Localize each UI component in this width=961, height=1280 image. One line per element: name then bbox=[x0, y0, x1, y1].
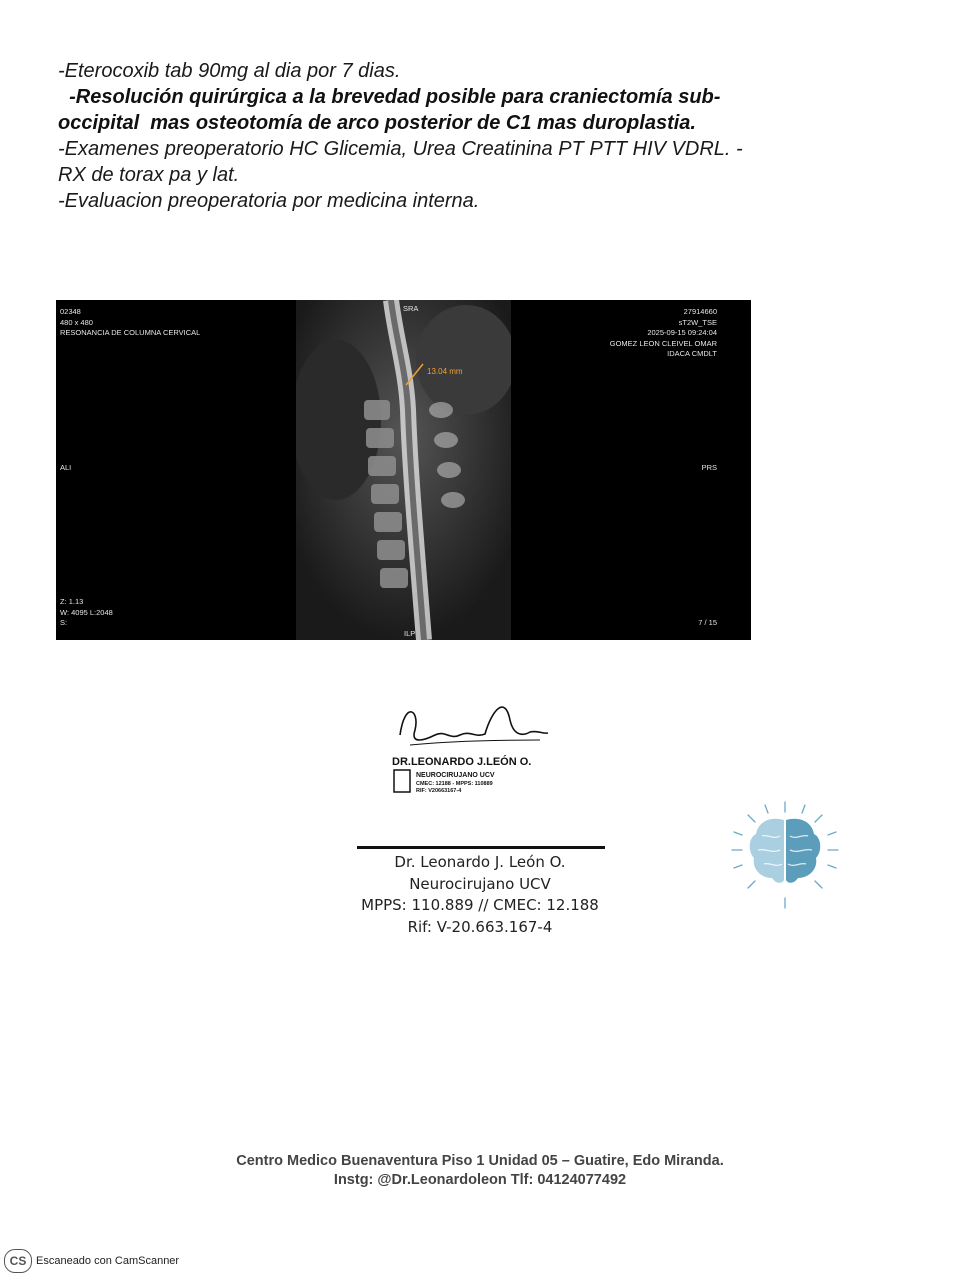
mri-bottom-orientation: ILP bbox=[404, 629, 416, 638]
mri-measurement-label: 13.04 mm bbox=[427, 367, 463, 376]
brain-logo-icon bbox=[730, 800, 840, 910]
mri-left-orientation: ALI bbox=[60, 463, 72, 472]
instruction-line: -Examenes preoperatorio HC Glicemia, Urea Creatinina PT PTT HIV VDRL. - bbox=[58, 138, 743, 160]
mri-right-orientation: PRS bbox=[701, 463, 717, 472]
doctor-title: Neurocirujano UCV bbox=[409, 874, 551, 893]
prescription-instructions bbox=[58, 58, 838, 214]
svg-text:RIF: V20663167-4: RIF: V20663167-4 bbox=[416, 788, 462, 794]
svg-text:NEUROCIRUJANO UCV: NEUROCIRUJANO UCV bbox=[416, 772, 495, 779]
mri-scan-graphic bbox=[296, 300, 511, 640]
signature-stamp bbox=[380, 690, 560, 800]
mri-top-orientation: SRA bbox=[403, 304, 419, 313]
instruction-line: occipital mas osteotomía de arco posterior de C1 mas duroplastia. bbox=[58, 112, 696, 134]
mri-slice-counter: 7 / 15 bbox=[698, 618, 717, 627]
doctor-name: Dr. Leonardo J. León O. bbox=[394, 853, 566, 871]
footer bbox=[150, 1152, 810, 1190]
mri-image bbox=[56, 300, 751, 640]
instruction-line: -Evaluacion preoperatoria por medicina interna. bbox=[58, 190, 480, 212]
doctor-credentials bbox=[330, 852, 630, 938]
instruction-line: -Eterocoxib tab 90mg al dia por 7 dias. bbox=[58, 60, 401, 82]
svg-text:CMEC: 12188 - MPPS: 110889: CMEC: 12188 - MPPS: 110889 bbox=[416, 781, 493, 787]
instruction-line: RX de torax pa y lat. bbox=[58, 164, 240, 186]
mri-info-bottom-left: Z: 1.13 W: 4095 L:2048 S: bbox=[60, 597, 113, 627]
handwritten-signature bbox=[380, 690, 560, 800]
footer-contact: Instg: @Dr.Leonardoleon Tlf: 04124077492 bbox=[333, 1172, 627, 1188]
watermark-text: Escaneado con CamScanner bbox=[36, 1255, 180, 1267]
svg-text:DR.LEONARDO J.LEÓN O.: DR.LEONARDO J.LEÓN O. bbox=[392, 756, 532, 768]
scanner-watermark bbox=[4, 1249, 179, 1273]
instruction-line: -Resolución quirúrgica a la brevedad posible para craniectomía sub- bbox=[58, 86, 721, 108]
doctor-ids: MPPS: 110.889 // CMEC: 12.188 bbox=[361, 896, 599, 914]
signature-line bbox=[357, 846, 605, 849]
doctor-rif: Rif: V-20.663.167-4 bbox=[407, 917, 553, 936]
mri-info-top-left: 02348 480 x 480 RESONANCIA DE COLUMNA CERVICAL bbox=[60, 307, 201, 337]
footer-address: Centro Medico Buenaventura Piso 1 Unidad 05 – Guatire, Edo Miranda. bbox=[236, 1153, 724, 1169]
mri-info-top-right: 27914660 sT2W_TSE 2025-09-15 09:24:04 GOMEZ LEON CLEIVEL OMAR IDACA CMDLT bbox=[609, 307, 717, 358]
camscanner-logo-icon: CS bbox=[4, 1249, 32, 1273]
